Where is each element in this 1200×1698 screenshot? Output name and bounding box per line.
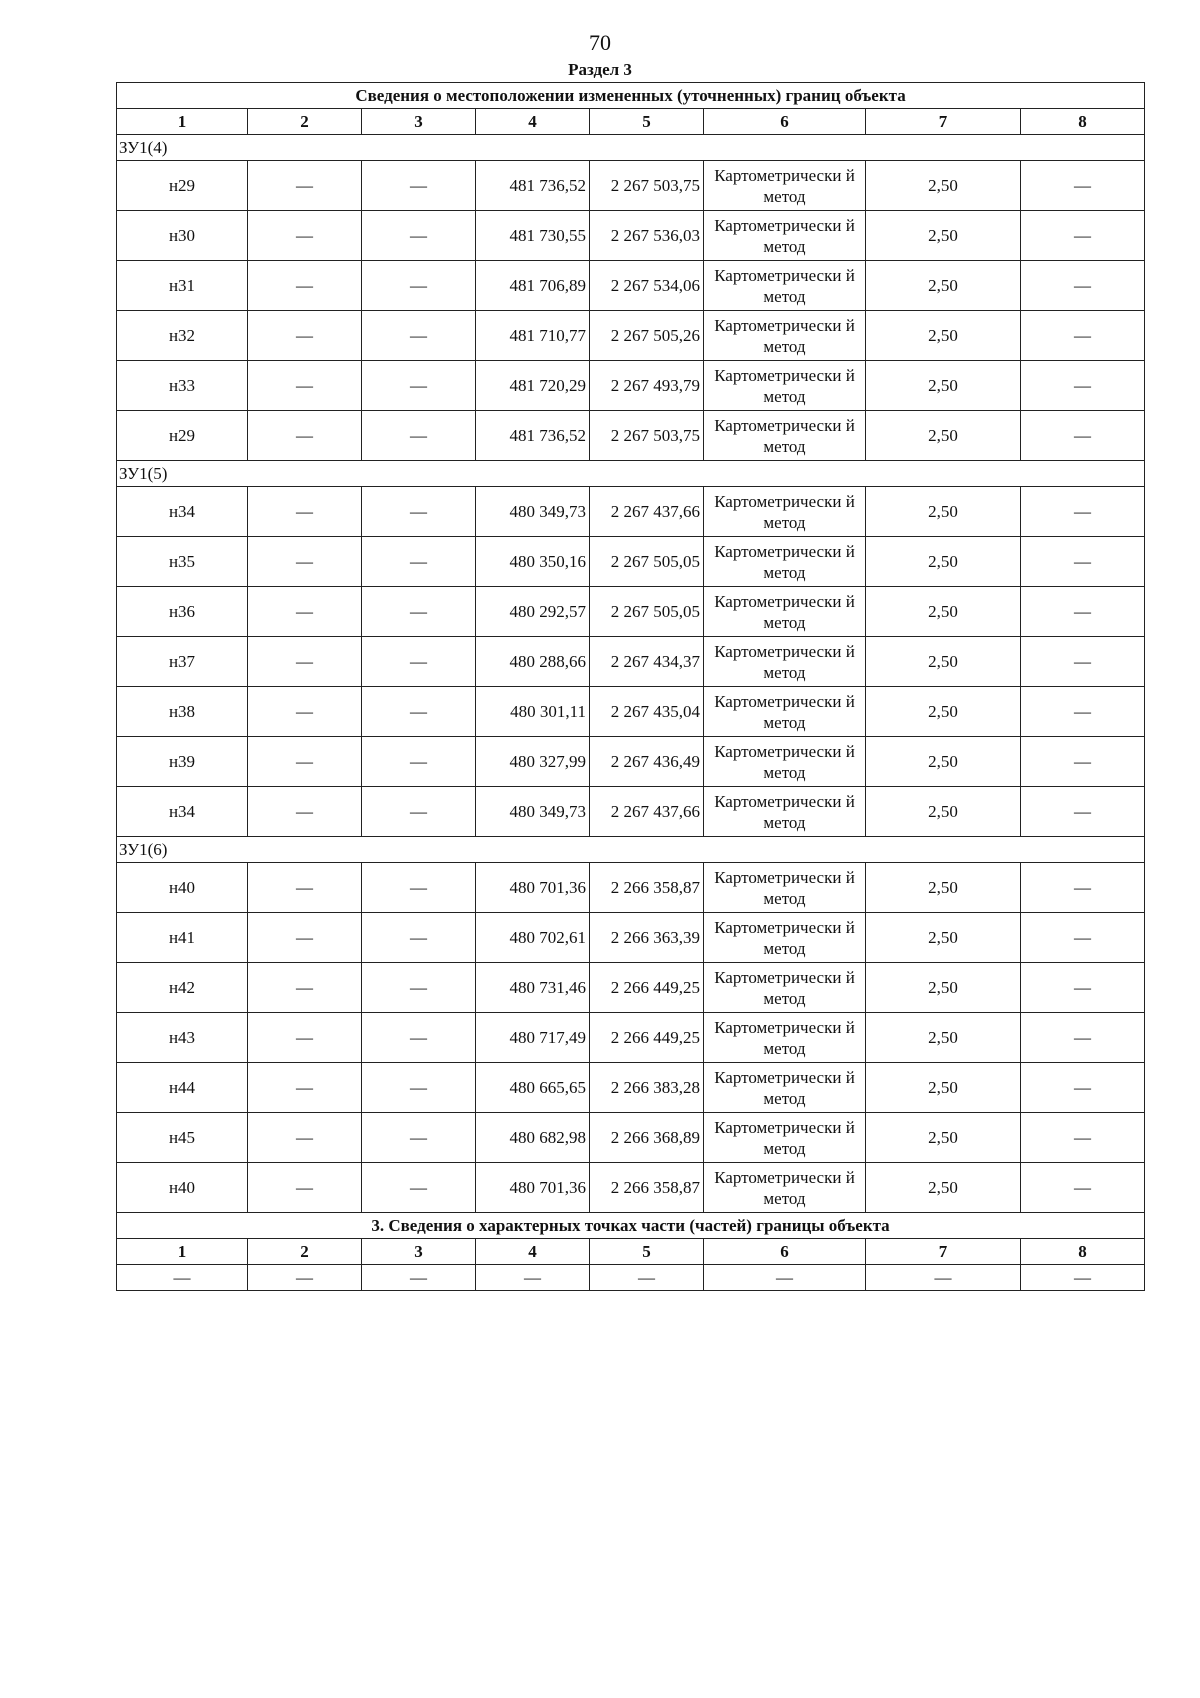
method-cell: Картометрически й метод	[704, 311, 866, 361]
method-cell: Картометрически й метод	[704, 1063, 866, 1113]
column-header: 8	[1021, 1239, 1145, 1265]
subsection-title-row	[117, 1213, 1145, 1239]
point-name: н40	[117, 863, 248, 913]
accuracy-cell: 2,50	[866, 1163, 1021, 1213]
table-row	[117, 261, 1145, 311]
dash-cell: —	[248, 687, 362, 737]
point-name: н29	[117, 161, 248, 211]
dash-cell: —	[1021, 787, 1145, 837]
table-title-row	[117, 83, 1145, 109]
dash-cell: —	[248, 1063, 362, 1113]
group-name: ЗУ1(6)	[117, 837, 1145, 863]
coord-x: 480 301,11	[476, 687, 590, 737]
method-cell: Картометрически й метод	[704, 1113, 866, 1163]
accuracy-cell: 2,50	[866, 1063, 1021, 1113]
coord-x: 480 350,16	[476, 537, 590, 587]
accuracy-cell: 2,50	[866, 211, 1021, 261]
coord-y: 2 267 505,05	[590, 537, 704, 587]
dash-cell: —	[248, 537, 362, 587]
method-cell: Картометрически й метод	[704, 963, 866, 1013]
dash-cell: —	[590, 1265, 704, 1291]
coord-x: 480 349,73	[476, 487, 590, 537]
accuracy-cell: 2,50	[866, 637, 1021, 687]
dash-cell: —	[362, 863, 476, 913]
boundary-table	[116, 82, 1145, 1291]
dash-cell: —	[362, 361, 476, 411]
dash-cell: —	[866, 1265, 1021, 1291]
table-row	[117, 537, 1145, 587]
table-row	[117, 1013, 1145, 1063]
table-row	[117, 411, 1145, 461]
dash-cell: —	[248, 487, 362, 537]
table-row	[117, 361, 1145, 411]
method-cell: Картометрически й метод	[704, 1163, 866, 1213]
accuracy-cell: 2,50	[866, 963, 1021, 1013]
coord-x: 481 736,52	[476, 161, 590, 211]
coord-y: 2 267 434,37	[590, 637, 704, 687]
accuracy-cell: 2,50	[866, 361, 1021, 411]
table-row	[117, 913, 1145, 963]
dash-cell: —	[248, 737, 362, 787]
column-header: 4	[476, 109, 590, 135]
point-name: н35	[117, 537, 248, 587]
method-cell: Картометрически й метод	[704, 863, 866, 913]
coord-x: 480 717,49	[476, 1013, 590, 1063]
accuracy-cell: 2,50	[866, 1013, 1021, 1063]
coord-y: 2 267 437,66	[590, 787, 704, 837]
table-row	[117, 311, 1145, 361]
dash-cell: —	[1021, 1265, 1145, 1291]
coord-x: 480 682,98	[476, 1113, 590, 1163]
dash-cell: —	[248, 361, 362, 411]
column-header: 3	[362, 1239, 476, 1265]
coord-x: 481 710,77	[476, 311, 590, 361]
dash-cell: —	[362, 211, 476, 261]
dash-cell: —	[362, 1265, 476, 1291]
table-title: Сведения о местоположении измененных (уточненных) границ объекта	[117, 83, 1145, 109]
dash-cell: —	[1021, 261, 1145, 311]
column-header-row	[117, 109, 1145, 135]
dash-cell: —	[1021, 361, 1145, 411]
column-header: 2	[248, 1239, 362, 1265]
dash-cell: —	[1021, 637, 1145, 687]
method-cell: Картометрически й метод	[704, 487, 866, 537]
subsection-header-row	[117, 1239, 1145, 1265]
coord-x: 481 706,89	[476, 261, 590, 311]
subsection-empty-row	[117, 1265, 1145, 1291]
coord-x: 480 292,57	[476, 587, 590, 637]
dash-cell: —	[362, 1163, 476, 1213]
dash-cell: —	[476, 1265, 590, 1291]
dash-cell: —	[248, 1113, 362, 1163]
coord-y: 2 266 363,39	[590, 913, 704, 963]
dash-cell: —	[362, 587, 476, 637]
table-row	[117, 487, 1145, 537]
coord-x: 480 288,66	[476, 637, 590, 687]
accuracy-cell: 2,50	[866, 587, 1021, 637]
point-name: н36	[117, 587, 248, 637]
point-name: н34	[117, 787, 248, 837]
dash-cell: —	[248, 1013, 362, 1063]
column-header: 6	[704, 1239, 866, 1265]
coord-x: 480 731,46	[476, 963, 590, 1013]
method-cell: Картометрически й метод	[704, 587, 866, 637]
table-row	[117, 211, 1145, 261]
coord-x: 481 730,55	[476, 211, 590, 261]
table-row	[117, 737, 1145, 787]
table-row	[117, 587, 1145, 637]
dash-cell: —	[362, 637, 476, 687]
point-name: н45	[117, 1113, 248, 1163]
dash-cell: —	[248, 963, 362, 1013]
coord-x: 480 701,36	[476, 1163, 590, 1213]
dash-cell: —	[362, 787, 476, 837]
group-row	[117, 461, 1145, 487]
coord-y: 2 266 449,25	[590, 963, 704, 1013]
dash-cell: —	[362, 411, 476, 461]
dash-cell: —	[248, 411, 362, 461]
point-name: н31	[117, 261, 248, 311]
accuracy-cell: 2,50	[866, 487, 1021, 537]
coord-x: 480 701,36	[476, 863, 590, 913]
method-cell: Картометрически й метод	[704, 211, 866, 261]
dash-cell: —	[1021, 1013, 1145, 1063]
method-cell: Картометрически й метод	[704, 687, 866, 737]
dash-cell: —	[1021, 411, 1145, 461]
method-cell: Картометрически й метод	[704, 161, 866, 211]
dash-cell: —	[248, 787, 362, 837]
point-name: н44	[117, 1063, 248, 1113]
coord-y: 2 266 449,25	[590, 1013, 704, 1063]
table-row	[117, 637, 1145, 687]
point-name: н41	[117, 913, 248, 963]
dash-cell: —	[1021, 161, 1145, 211]
column-header: 7	[866, 1239, 1021, 1265]
dash-cell: —	[1021, 587, 1145, 637]
table-row	[117, 1063, 1145, 1113]
point-name: н37	[117, 637, 248, 687]
dash-cell: —	[248, 161, 362, 211]
accuracy-cell: 2,50	[866, 1113, 1021, 1163]
coord-x: 481 720,29	[476, 361, 590, 411]
method-cell: Картометрически й метод	[704, 411, 866, 461]
dash-cell: —	[362, 537, 476, 587]
dash-cell: —	[1021, 311, 1145, 361]
point-name: н38	[117, 687, 248, 737]
method-cell: Картометрически й метод	[704, 361, 866, 411]
accuracy-cell: 2,50	[866, 863, 1021, 913]
dash-cell: —	[248, 637, 362, 687]
coord-y: 2 267 503,75	[590, 161, 704, 211]
group-name: ЗУ1(5)	[117, 461, 1145, 487]
accuracy-cell: 2,50	[866, 537, 1021, 587]
coord-x: 480 327,99	[476, 737, 590, 787]
point-name: н39	[117, 737, 248, 787]
point-name: н34	[117, 487, 248, 537]
dash-cell: —	[1021, 913, 1145, 963]
dash-cell: —	[1021, 487, 1145, 537]
point-name: н29	[117, 411, 248, 461]
column-header: 3	[362, 109, 476, 135]
dash-cell: —	[248, 913, 362, 963]
coord-x: 481 736,52	[476, 411, 590, 461]
dash-cell: —	[362, 161, 476, 211]
method-cell: Картометрически й метод	[704, 637, 866, 687]
dash-cell: —	[362, 913, 476, 963]
table-row	[117, 963, 1145, 1013]
coord-y: 2 266 383,28	[590, 1063, 704, 1113]
coord-x: 480 702,61	[476, 913, 590, 963]
dash-cell: —	[1021, 1063, 1145, 1113]
subsection-title: 3. Сведения о характерных точках части (частей) границы объекта	[117, 1213, 1145, 1239]
method-cell: Картометрически й метод	[704, 737, 866, 787]
dash-cell: —	[1021, 687, 1145, 737]
dash-cell: —	[362, 1063, 476, 1113]
column-header: 1	[117, 1239, 248, 1265]
table-row	[117, 687, 1145, 737]
dash-cell: —	[248, 311, 362, 361]
dash-cell: —	[248, 211, 362, 261]
dash-cell: —	[362, 737, 476, 787]
dash-cell: —	[1021, 863, 1145, 913]
coord-y: 2 267 534,06	[590, 261, 704, 311]
coord-y: 2 267 536,03	[590, 211, 704, 261]
coord-y: 2 267 505,05	[590, 587, 704, 637]
accuracy-cell: 2,50	[866, 787, 1021, 837]
point-name: н43	[117, 1013, 248, 1063]
section-label: Раздел 3	[568, 60, 632, 79]
table-row	[117, 1163, 1145, 1213]
dash-cell: —	[362, 1113, 476, 1163]
dash-cell: —	[362, 687, 476, 737]
dash-cell: —	[362, 311, 476, 361]
coord-y: 2 266 358,87	[590, 863, 704, 913]
dash-cell: —	[1021, 211, 1145, 261]
method-cell: Картометрически й метод	[704, 537, 866, 587]
coord-y: 2 267 435,04	[590, 687, 704, 737]
point-name: н33	[117, 361, 248, 411]
group-row	[117, 135, 1145, 161]
page-number: 70	[589, 30, 611, 55]
dash-cell: —	[1021, 1163, 1145, 1213]
method-cell: Картометрически й метод	[704, 787, 866, 837]
method-cell: Картометрически й метод	[704, 261, 866, 311]
dash-cell: —	[362, 487, 476, 537]
coord-y: 2 267 503,75	[590, 411, 704, 461]
coord-y: 2 266 368,89	[590, 1113, 704, 1163]
accuracy-cell: 2,50	[866, 311, 1021, 361]
table-row	[117, 787, 1145, 837]
group-name: ЗУ1(4)	[117, 135, 1145, 161]
column-header: 6	[704, 109, 866, 135]
column-header: 4	[476, 1239, 590, 1265]
group-row	[117, 837, 1145, 863]
dash-cell: —	[362, 261, 476, 311]
dash-cell: —	[248, 863, 362, 913]
column-header: 5	[590, 1239, 704, 1265]
coord-y: 2 267 436,49	[590, 737, 704, 787]
dash-cell: —	[1021, 963, 1145, 1013]
coord-x: 480 665,65	[476, 1063, 590, 1113]
accuracy-cell: 2,50	[866, 737, 1021, 787]
column-header: 7	[866, 109, 1021, 135]
method-cell: Картометрически й метод	[704, 1013, 866, 1063]
accuracy-cell: 2,50	[866, 913, 1021, 963]
dash-cell: —	[362, 963, 476, 1013]
accuracy-cell: 2,50	[866, 161, 1021, 211]
dash-cell: —	[248, 1163, 362, 1213]
dash-cell: —	[117, 1265, 248, 1291]
coord-y: 2 267 493,79	[590, 361, 704, 411]
accuracy-cell: 2,50	[866, 261, 1021, 311]
dash-cell: —	[1021, 737, 1145, 787]
method-cell: Картометрически й метод	[704, 913, 866, 963]
table-row	[117, 161, 1145, 211]
dash-cell: —	[1021, 537, 1145, 587]
dash-cell: —	[248, 261, 362, 311]
table-row	[117, 1113, 1145, 1163]
accuracy-cell: 2,50	[866, 687, 1021, 737]
coord-y: 2 266 358,87	[590, 1163, 704, 1213]
coord-y: 2 267 505,26	[590, 311, 704, 361]
point-name: н42	[117, 963, 248, 1013]
point-name: н30	[117, 211, 248, 261]
dash-cell: —	[362, 1013, 476, 1063]
point-name: н32	[117, 311, 248, 361]
dash-cell: —	[248, 1265, 362, 1291]
coord-y: 2 267 437,66	[590, 487, 704, 537]
dash-cell: —	[248, 587, 362, 637]
dash-cell: —	[704, 1265, 866, 1291]
column-header: 1	[117, 109, 248, 135]
coord-x: 480 349,73	[476, 787, 590, 837]
column-header: 2	[248, 109, 362, 135]
dash-cell: —	[1021, 1113, 1145, 1163]
column-header: 8	[1021, 109, 1145, 135]
column-header: 5	[590, 109, 704, 135]
accuracy-cell: 2,50	[866, 411, 1021, 461]
point-name: н40	[117, 1163, 248, 1213]
table-row	[117, 863, 1145, 913]
